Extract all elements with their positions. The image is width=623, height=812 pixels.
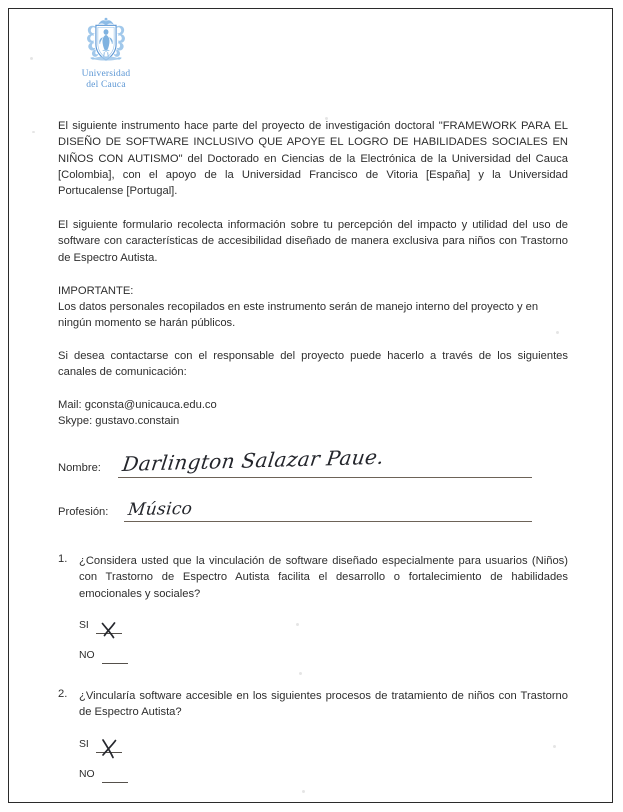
question-1-option-si-rule: [96, 633, 122, 634]
question-1-option-no[interactable]: [79, 646, 568, 676]
question-1-row: [58, 553, 568, 602]
checkmark-x-icon: [96, 611, 126, 641]
question-2-option-no[interactable]: [79, 765, 568, 795]
contact-skype-wrapper: [58, 413, 568, 429]
university-crest-icon: [78, 13, 134, 69]
question-2-option-si-rule: [96, 752, 122, 753]
letterhead: [46, 13, 166, 91]
profession-field-rule: [124, 521, 532, 522]
contact-mail: Mail: gconsta@unicauca.edu.co: [58, 399, 217, 411]
question-1-answers: [58, 616, 568, 676]
important-body-wrapper: [58, 299, 568, 332]
scan-speckle: [30, 57, 33, 60]
intro-paragraph-wrapper: [58, 118, 568, 199]
contact-intro-wrapper: [58, 348, 568, 381]
question-1-option-no-rule: [102, 663, 128, 664]
important-body: Los datos personales recopilados en este instrumento serán de manejo interno del proyecto y en ningún momento se harán públicos.: [58, 301, 539, 330]
name-field[interactable]: [58, 444, 568, 478]
letterhead-line-1: Universidad: [81, 69, 131, 79]
checkmark-x-icon: [96, 730, 126, 760]
purpose-paragraph: El siguiente formulario recolecta información sobre tu percepción del impacto y utilidad del uso de software con características de accesibilidad diseñado de manera exclusiva para niños con Trastorno de Espectro Autista.: [58, 219, 568, 264]
question-2-option-no-rule: [102, 782, 128, 783]
scan-speckle: [32, 131, 35, 133]
question-2-row: [58, 688, 568, 721]
purpose-paragraph-wrapper: [58, 217, 568, 266]
question-2-option-si[interactable]: [79, 735, 568, 765]
question-1-option-no-label: NO: [79, 649, 95, 661]
name-field-rule: [118, 477, 532, 478]
question-1-option-si-label: SI: [79, 619, 89, 631]
question-1: [58, 553, 568, 676]
question-2: [58, 688, 568, 795]
important-heading-text: IMPORTANTE:: [58, 285, 134, 297]
name-field-label: Nombre:: [58, 462, 101, 474]
intro-paragraph: El siguiente instrumento hace parte del proyecto de investigación doctoral "FRAMEWORK PARA EL DISEÑO DE SOFTWARE INCLUSIVO QUE APOYE EL LOGRO DE HABILIDADES SOCIALES EN NIÑOS CON AUTISMO" del Doctorado en Ciencias de la Electrónica de la Universidad del Cauca [Colombia], con el apoyo de la Universidad Francisco de Vitoria [España] y la Universidad Portucalense [Portugal].: [58, 120, 568, 198]
profession-field-label: Profesión:: [58, 506, 109, 518]
contact-intro: Si desea contactarse con el responsable del proyecto puede hacerlo a través de los siguientes canales de comunicación:: [58, 350, 568, 379]
question-2-option-si-label: SI: [79, 738, 89, 750]
question-1-number: 1.: [58, 553, 68, 565]
contact-mail-wrapper: [58, 397, 568, 413]
letterhead-line-2: del Cauca: [86, 80, 126, 90]
profession-field-value: Músico: [127, 498, 194, 520]
question-1-option-si[interactable]: [79, 616, 568, 646]
question-2-text: ¿Vincularía software accesible en los siguientes procesos de tratamiento de niños con Trastorno de Espectro Autista?: [79, 690, 568, 719]
important-heading: [58, 283, 568, 299]
profession-field[interactable]: [58, 496, 568, 522]
name-field-value: Darlington Salazar Paue.: [121, 444, 386, 476]
contact-skype: Skype: gustavo.constain: [58, 415, 180, 427]
question-1-text: ¿Considera usted que la vinculación de software diseñado especialmente para usuarios (Niños) con Trastorno de Espectro Autista facilita el desarrollo o fortalecimiento de habilidades emocionales y sociales?: [79, 555, 568, 600]
question-2-option-no-label: NO: [79, 768, 95, 780]
question-2-answers: [58, 735, 568, 795]
question-2-number: 2.: [58, 688, 68, 700]
